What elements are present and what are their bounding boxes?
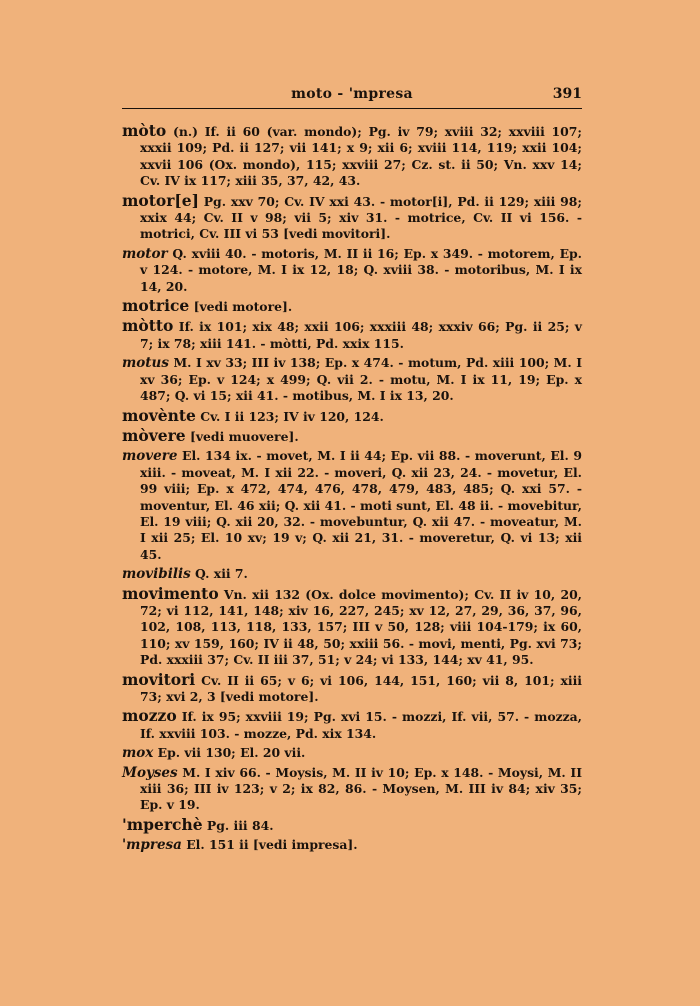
headword: motor bbox=[122, 245, 168, 262]
entry-body: If. ix 101; xix 48; xxii 106; xxxiii 48; xxxiv 66; Pg. ii 25; v 7; ix 78; xiii 141. - mòtti, Pd. xxix 115. bbox=[140, 319, 582, 351]
headword: Moyses bbox=[122, 764, 178, 781]
entry-list bbox=[122, 123, 582, 857]
headword: mòtto bbox=[122, 316, 174, 336]
entry-moto bbox=[122, 123, 582, 190]
entry-body: Pg. xxv 70; Cv. IV xxi 43. - motor[i], Pd. ii 129; xiii 98; xxix 44; Cv. II v 98; vii 5; xiv 31. - motrice, Cv. II vi 156. - motrici, Cv. III vi 53 [vedi movitori]. bbox=[140, 193, 582, 242]
entry-body: Q. xii 7. bbox=[190, 566, 248, 582]
entry-moyses bbox=[122, 765, 582, 814]
entry-mox bbox=[122, 745, 582, 761]
headword: movibilis bbox=[122, 566, 191, 583]
headword: motus bbox=[122, 355, 169, 372]
entry-body: M. I xv 33; III iv 138; Ep. x 474. - motum, Pd. xiii 100; M. I xv 36; Ep. v 124; x 499; Q. vii 2. - motu, M. I ix 11, 19; Ep. x 487; Q. vi 15; xii 41. - motibus, M. I ix 13, 20. bbox=[140, 355, 582, 404]
entry-motto bbox=[122, 318, 582, 352]
running-head: moto - 'mpresa bbox=[291, 86, 413, 102]
entry-motrice bbox=[122, 298, 582, 315]
entry-body: Q. xviii 40. - motoris, M. II ii 16; Ep. x 349. - motorem, Ep. v 124. - motore, M. I ix 12, 18; Q. xviii 38. - motoribus, M. I ix 14, 20. bbox=[140, 245, 582, 294]
entry-body: Pg. iii 84. bbox=[202, 817, 274, 833]
headword: mozzo bbox=[122, 706, 177, 726]
entry-movere-la bbox=[122, 448, 582, 563]
headword: motrice bbox=[122, 296, 190, 316]
headword: movènte bbox=[122, 405, 196, 425]
page-header bbox=[122, 86, 582, 108]
headword: movitori bbox=[122, 669, 196, 689]
headword: motor[e] bbox=[122, 190, 199, 210]
entry-motor bbox=[122, 246, 582, 295]
entry-movimento bbox=[122, 583, 582, 669]
entry-movibilis bbox=[122, 566, 582, 582]
entry-movitori bbox=[122, 669, 582, 706]
entry-motus bbox=[122, 355, 582, 404]
entry-body: [vedi muovere]. bbox=[185, 428, 299, 444]
headword: mox bbox=[122, 745, 154, 762]
header-rule bbox=[122, 108, 582, 109]
headword: mòvere bbox=[122, 425, 186, 445]
entry-body: Cv. II ii 65; v 6; vi 106, 144, 151, 160; vii 8, 101; xiii 73; xvi 2, 3 [vedi motore]. bbox=[140, 672, 582, 704]
entry-body: M. I xiv 66. - Moysis, M. II iv 10; Ep. x 148. - Moysi, M. II xiii 36; III iv 123; v 2; ix 82, 86. - Moysen, M. III iv 84; xiv 35; Ep. v 19. bbox=[140, 764, 582, 813]
entry-movente bbox=[122, 405, 582, 425]
headword: 'mpresa bbox=[122, 837, 182, 854]
entry-mozzo bbox=[122, 708, 582, 742]
page-number: 391 bbox=[552, 86, 582, 102]
entry-body: Cv. I ii 123; IV iv 120, 124. bbox=[195, 408, 384, 424]
entry-mpresa bbox=[122, 837, 582, 853]
entry-body: Vn. xii 132 (Ox. dolce movimento); Cv. II iv 10, 20, 72; vi 112, 141, 148; xiv 16, 227, 245; xv 12, 27, 29, 36, 37, 96, 102, 108, 113, 118, 133, 157; III v 50, 128; viii 104-179; ix 60, 110; xv 159, 160; IV ii 48, 50; xxiii 56. - movi, menti, Pg. xvi 73; Pd. xxxiii 37; Cv. II iii 37, 51; v 24; vi 133, 144; xv 41, 95. bbox=[140, 586, 582, 668]
entry-mperche bbox=[122, 814, 582, 834]
entry-body: El. 134 ix. - movet, M. I ii 44; Ep. vii 88. - moverunt, El. 9 xiii. - moveat, M. I xii 22. - moveri, Q. xii 23, 24. - movetur, El. 99 viii; Ep. x 472, 474, 476, 478, 479, 483, 485; Q. xxi 57. - moventur, El. 46 xii; Q. xii 41. - moti sunt, El. 48 ii. - movebitur, El. 19 viii; Q. xii 20, 32. - movebuntur, Q. xii 47. - moveatur, M. I xii 25; El. 10 xv; 19 v; Q. xii 21, 31. - moveretur, Q. vi 13; xii 45. bbox=[140, 448, 582, 562]
entry-motore bbox=[122, 190, 582, 243]
entry-body: [vedi motore]. bbox=[189, 299, 293, 315]
headword: movere bbox=[122, 448, 178, 465]
entry-body: If. ix 95; xxviii 19; Pg. xvi 15. - mozzi, If. vii, 57. - mozza, If. xxviii 103. - mozze, Pd. xix 134. bbox=[140, 709, 582, 741]
entry-body: Ep. vii 130; El. 20 vii. bbox=[153, 745, 306, 761]
headword: movimento bbox=[122, 583, 219, 603]
entry-body: El. 151 ii [vedi impresa]. bbox=[181, 837, 358, 853]
entry-body: (n.) If. ii 60 (var. mondo); Pg. iv 79; xviii 32; xxviii 107; xxxii 109; Pd. ii 127; vii 141; x 9; xii 6; xviii 114, 119; xxii 104; xxvii 106 (Ox. mondo), 115; xxviii 27; Cz. st. ii 50; Vn. xxv 14; Cv. IV ix 117; xiii 35, 37, 42, 43. bbox=[140, 124, 582, 189]
entry-movere-it bbox=[122, 425, 582, 445]
headword: mòto bbox=[122, 121, 167, 140]
headword: 'mperchè bbox=[122, 814, 203, 834]
